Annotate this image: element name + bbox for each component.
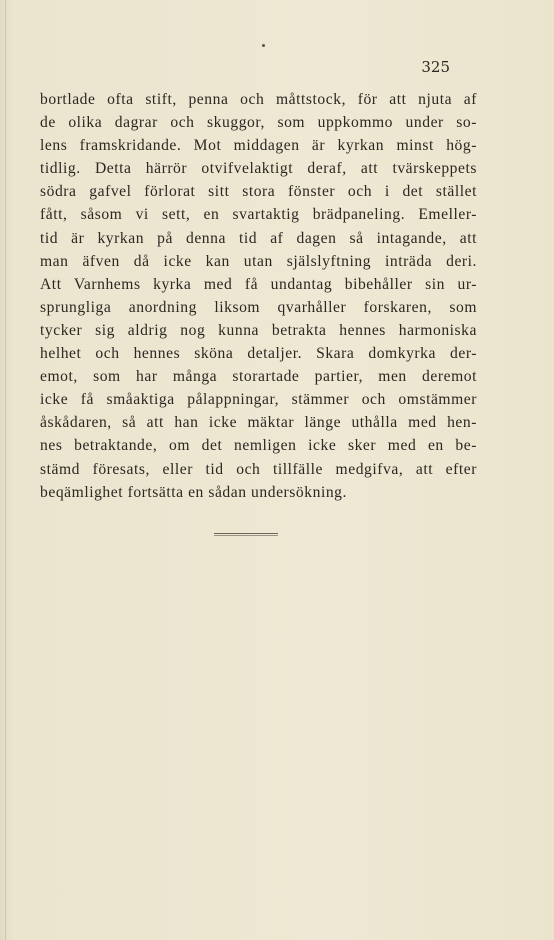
page-number: 325 [421,58,450,76]
text-line: emot, som har många storartade partier, men deremot [40,368,477,386]
ink-speck [262,44,265,47]
text-line: de olika dagrar och skuggor, som uppkommo under so- [40,114,477,132]
text-line: nes betraktande, om det nemligen icke sker med en be- [40,437,477,455]
page-gutter-edge [5,0,6,940]
text-line: fått, såsom vi sett, en svartaktig brädpaneling. Emeller- [40,206,477,224]
text-line: man äfven då icke kan utan själslyftning inträda deri. [40,252,477,270]
text-line: Att Varnhems kyrka med få undantag bibehåller sin ur- [40,275,477,293]
text-line: bortlade ofta stift, penna och måttstock, för att njuta af [40,91,477,108]
body-text [40,88,477,504]
text-line: sprungliga anordning liksom qvarhåller forskaren, som [40,298,477,316]
text-line: tid är kyrkan på denna tid af dagen så intagande, att [40,229,477,247]
text-line: tycker sig aldrig nog kunna betrakta hennes harmoniska [40,321,477,339]
text-line: helhet och hennes sköna detaljer. Skara domkyrka der- [40,345,477,363]
text-line: stämd föresats, eller tid och tillfälle medgifva, att efter [40,460,477,478]
text-line: södra gafvel förlorat sitt stora fönster och i det stället [40,183,477,201]
text-line: beqämlighet fortsätta en sådan undersökning. [40,483,347,501]
text-line: åskådaren, så att han icke mäktar länge uthålla med hen- [40,414,477,432]
text-line: lens framskridande. Mot middagen är kyrkan minst hög- [40,137,477,155]
section-divider [214,533,278,536]
text-line: icke få småaktiga pålappningar, stämmer och omstämmer [40,391,477,409]
text-line: tidlig. Detta härrör otvifvelaktigt deraf, att tvärskeppets [40,160,477,178]
